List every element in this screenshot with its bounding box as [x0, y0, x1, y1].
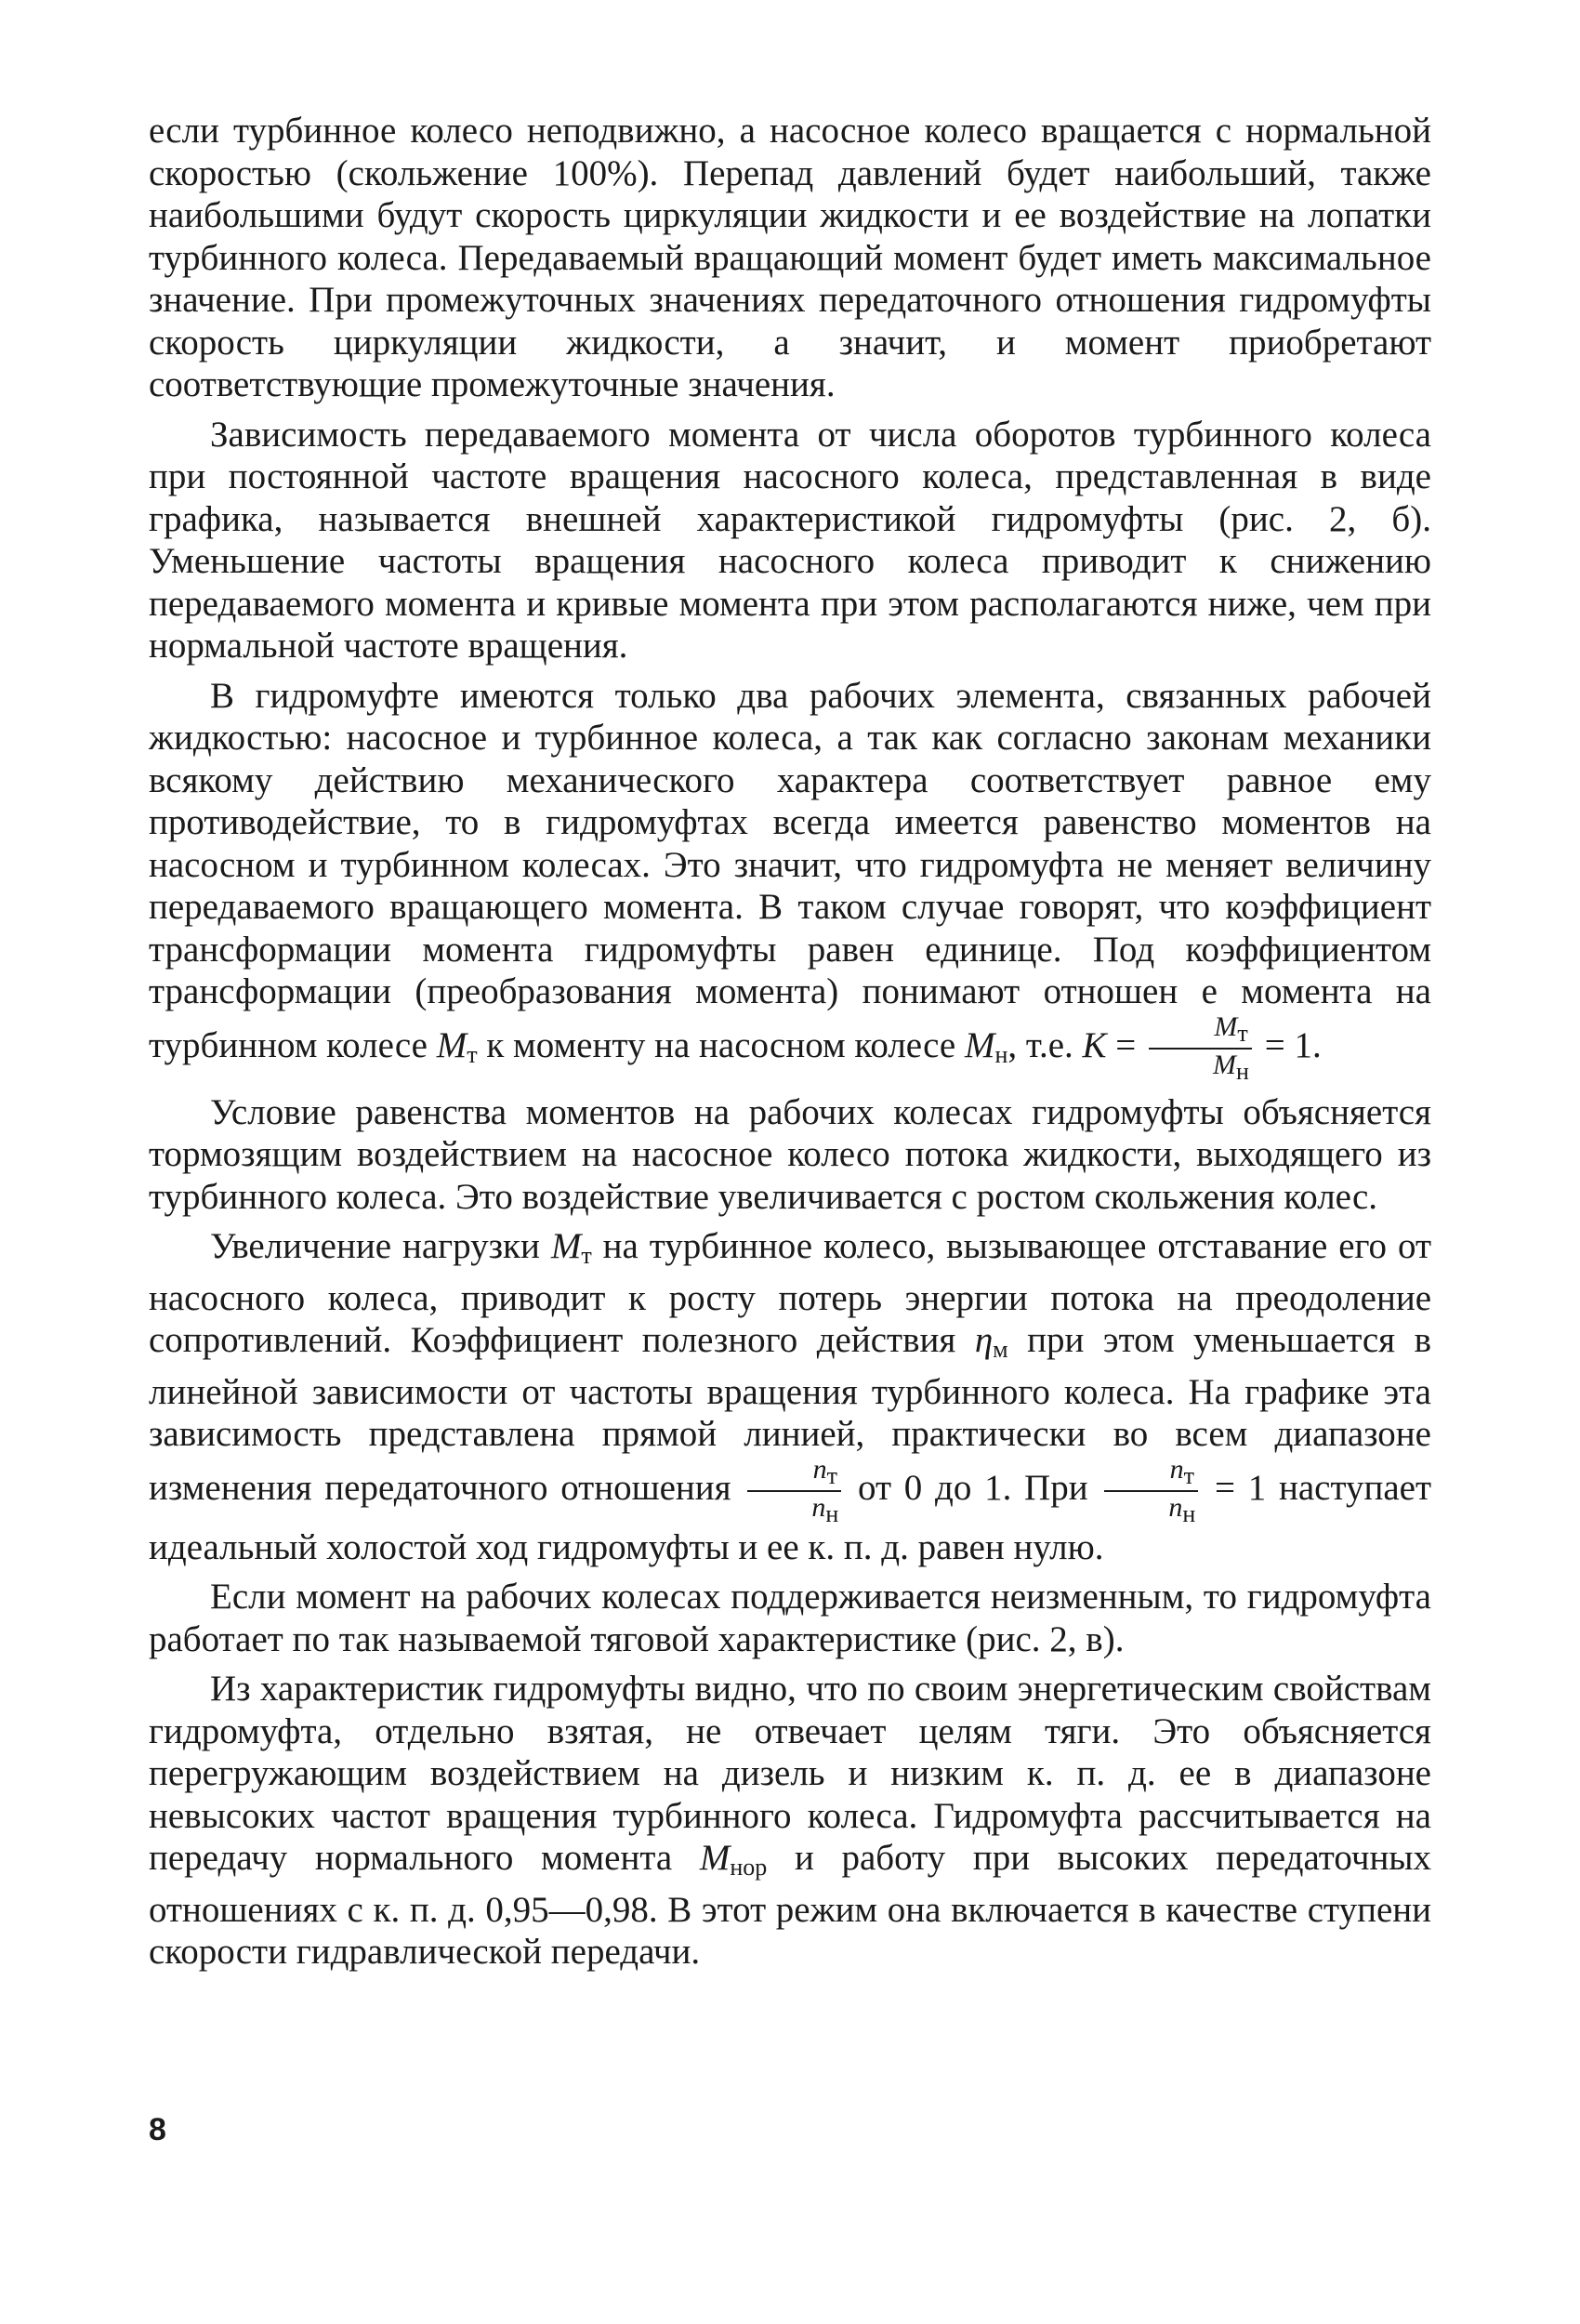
equals-one: = 1.: [1264, 1024, 1322, 1065]
symbol-m: M: [699, 1838, 731, 1878]
paragraph-7-tail: и работу при высоких передаточных отношениях с к. п. д. 0,95—0,98. В этот режим она включается в качестве ступени скорости гидравлической передачи.: [149, 1838, 1432, 1972]
paragraph-7-text: Из характеристик гидромуфты видно, что по своим энергетическим свойствам гидромуфта, отдельно взятая, не отвечает целям тяги. Это объясняется перегружающим воздействием на дизель и низким к. п. д. ее в диапазоне невысоких частот вращения турбинного колеса. Гидромуфта рассчитывается на передачу нормального момента: [149, 1669, 1431, 1878]
symbol-m: M: [964, 1024, 995, 1065]
main-text: [149, 110, 1431, 1981]
equals-sign: =: [1115, 1024, 1137, 1065]
paragraph-4: Условие равенства моментов на рабочих колесах гидромуфты объясняется тормозящим воздействием на насосное колесо потока жидкости, выходящего из турбинного колеса. Это воздействие увеличивается с ростом скольжения колес.: [149, 1091, 1431, 1217]
paragraph-5-start: Увеличение нагрузки: [210, 1226, 540, 1266]
paragraph-1: если турбинное колесо неподвижно, а насосное колесо вращается с нормальной скоростью (скольжение 100%). Перепад давлений будет наибольший, также наибольшими будут скорость циркуляции жидкости и ее воздействие на лопатки турбинного колеса. Передаваемый вращающий момент будет иметь максимальное значение. При промежуточных значениях передаточного отношения гидромуфты скорость циркуляции жидкости, а значит, и момент приобретают соответствующие промежуточные значения.: [149, 111, 1431, 404]
symbol-k: K: [1082, 1024, 1107, 1065]
fraction-numerator: nт: [747, 1456, 841, 1492]
fraction-denominator: nн: [811, 1491, 839, 1527]
subscript-n: н: [994, 1040, 1008, 1068]
fraction-numerator: Mт: [1149, 1013, 1252, 1050]
subscript-nor: нор: [730, 1854, 768, 1881]
paragraph-5-part3: наступает идеальный холостой ход гидромуфты и ее к. п. д. равен нулю.: [149, 1467, 1432, 1567]
fraction-nt-nn: [747, 1453, 841, 1527]
subscript-t: т: [467, 1040, 478, 1068]
symbol-m: M: [550, 1226, 582, 1266]
text-ie: , т.е.: [1007, 1024, 1073, 1065]
fraction-denominator: Mн: [1213, 1049, 1249, 1085]
paragraph-3: [149, 675, 1431, 1084]
symbol-m: M: [436, 1024, 467, 1065]
symbol-eta: η: [974, 1320, 994, 1360]
paragraph-3-text: В гидромуфте имеются только два рабочих элемента, связанных рабочей жидкостью: насосное и турбинное колеса, а так как согласно законам механики всякому действию механического характера соответствует равное ему противодействие, то в гидромуфтах всегда имеется равенство моментов на насосном и турбинном колесах. Это значит, что гидромуфта не меняет величину передаваемого вращающего момента. В таком случае говорят, что коэффициент трансформации момента гидромуфты равен единице. Под коэффициентом трансформации (преобразования момента) понимают отношен е момента на турбинном колесе: [149, 675, 1431, 1065]
paragraph-7: [149, 1668, 1431, 1974]
paragraph-5-part2: при этом уменьшается в линейной зависимости от частоты вращения турбинного колеса. На графике эта зависимость представлена прямой линией, практически во всем диапазоне изменения передаточного отношения: [149, 1320, 1432, 1508]
paragraph-5: [149, 1225, 1431, 1568]
paragraph-5-part1: на турбинное колесо, вызывающее отставание его от насосного колеса, приводит к росту потерь энергии потока на преодоление сопротивлений. Коэффициент полезного действия: [149, 1226, 1432, 1360]
text-to-pump: к моменту на насосном колесе: [486, 1024, 956, 1065]
subscript-t: т: [581, 1242, 592, 1269]
equals-one-2: = 1: [1215, 1467, 1267, 1508]
subscript-m: м: [993, 1336, 1008, 1363]
paragraph-6: Если момент на рабочих колесах поддерживается неизменным, то гидромуфта работает по так называемой тяговой характеристике (рис. 2, в).: [149, 1577, 1431, 1659]
paragraph-2: Зависимость передаваемого момента от числа оборотов турбинного колеса при постоянной частоте вращения насосного колеса, представленная в виде графика, называется внешней характеристикой гидромуфты (рис. 2, б). Уменьшение частоты вращения насосного колеса приводит к снижению передаваемого момента и кривые момента при этом располагаются ниже, чем при нормальной частоте вращения.: [149, 414, 1431, 666]
fraction-denominator: nн: [1168, 1491, 1196, 1527]
fraction-mt-mn: [1149, 1010, 1252, 1085]
page-number: 8: [149, 2112, 166, 2147]
text-range: от 0 до 1. При: [858, 1467, 1088, 1508]
fraction-numerator: nт: [1104, 1456, 1198, 1492]
fraction-nt-nn-2: [1104, 1453, 1198, 1527]
